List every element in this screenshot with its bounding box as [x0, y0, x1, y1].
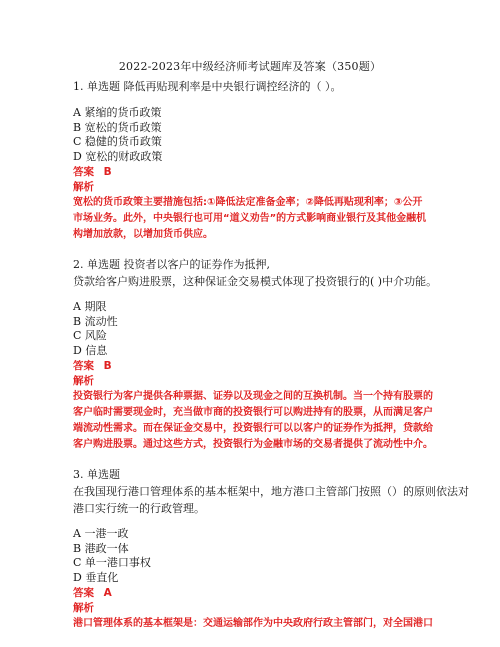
question-3-analysis-label: 解析 [73, 602, 94, 614]
stem-line: 港口实行统一的行政管理。 [73, 502, 205, 515]
analysis-line: 构增加放款，以增加货币供应。 [73, 229, 213, 240]
question-3-analysis [73, 616, 445, 632]
analysis-line: 客户购进股票。通过这些方式，投资银行为金融市场的交易者提供了流动性中介。 [73, 439, 433, 450]
question-3-options [73, 527, 445, 585]
question-3-stem-continued [73, 483, 469, 517]
answer-label: 答案 [73, 360, 94, 372]
analysis-line: 端流动性需求。而在保证金交易中，投资银行可以以客户的证券作为抵押，贷款给 [73, 423, 433, 434]
question-2-option-a: A 期限 [73, 300, 107, 313]
answer-value: B [103, 360, 112, 372]
question-2-analysis-label: 解析 [73, 375, 94, 387]
question-2-answer [73, 359, 445, 374]
question-2-options [73, 300, 445, 358]
question-2-stem-continued [73, 273, 445, 290]
question-1-option-c: C 稳健的货币政策 [73, 135, 162, 148]
question-1-options [73, 106, 445, 164]
stem-line: 贷款给客户购进股票，这种保证金交易模式体现了投资银行的( )中介功能。 [73, 275, 438, 288]
question-2-stem: 2. 单选题 投资者以客户的证券作为抵押, [73, 258, 270, 271]
question-3-option-a: A 一港一政 [73, 527, 129, 540]
question-1-option-d: D 宽松的财政政策 [73, 149, 163, 163]
answer-label: 答案 [73, 587, 94, 599]
analysis-line: 客户临时需要现金时，充当做市商的投资银行可以购进持有的股票，从而满足客户 [73, 407, 433, 418]
answer-label: 答案 [73, 166, 94, 178]
question-1-stem: 1. 单选题 降低再贴现利率是中央银行调控经济的（ ）。 [73, 80, 342, 93]
question-1-option-b: B 宽松的货币政策 [73, 120, 162, 134]
question-3-option-d: D 垂直化 [73, 570, 119, 584]
question-3 [73, 466, 469, 632]
question-2-option-d: D 信息 [73, 343, 108, 357]
answer-value: A [103, 587, 112, 599]
analysis-line: 市场业务。此外，中央银行也可用“道义劝告”的方式影响商业银行及其他金融机 [73, 213, 427, 224]
question-3-answer [73, 586, 445, 601]
analysis-line: 投资银行为客户提供各种票据、证券以及现金之间的互换机制。当一个持有股票的 [73, 391, 433, 402]
analysis-line: 港口管理体系的基本框架是：交通运输部作为中央政府行政主管部门，对全国港口 [73, 618, 433, 629]
question-2-analysis [73, 389, 445, 453]
question-1-analysis [73, 195, 445, 243]
question-1 [73, 78, 445, 243]
analysis-line: 宽松的货币政策主要措施包括:①降低法定准备金率；②降低再贴现利率；③公开 [73, 197, 423, 208]
document-title: 2022-2023年中级经济师考试题库及答案（350题） [118, 60, 382, 73]
question-2-option-c: C 风险 [73, 329, 107, 342]
question-3-option-c: C 单一港口事权 [73, 556, 151, 569]
question-1-answer [73, 165, 445, 180]
question-2-option-b: B 流动性 [73, 314, 118, 328]
question-1-option-a: A 紧缩的货币政策 [73, 106, 162, 119]
question-2 [73, 256, 445, 453]
question-list [73, 78, 469, 645]
answer-value: B [103, 166, 112, 178]
stem-line: 在我国现行港口管理体系的基本框架中，地方港口主管部门按照（）的原则依法对 [73, 485, 469, 498]
question-1-analysis-label: 解析 [73, 181, 94, 193]
question-3-stem: 3. 单选题 [73, 468, 120, 481]
question-3-option-b: B 港政一体 [73, 541, 129, 555]
